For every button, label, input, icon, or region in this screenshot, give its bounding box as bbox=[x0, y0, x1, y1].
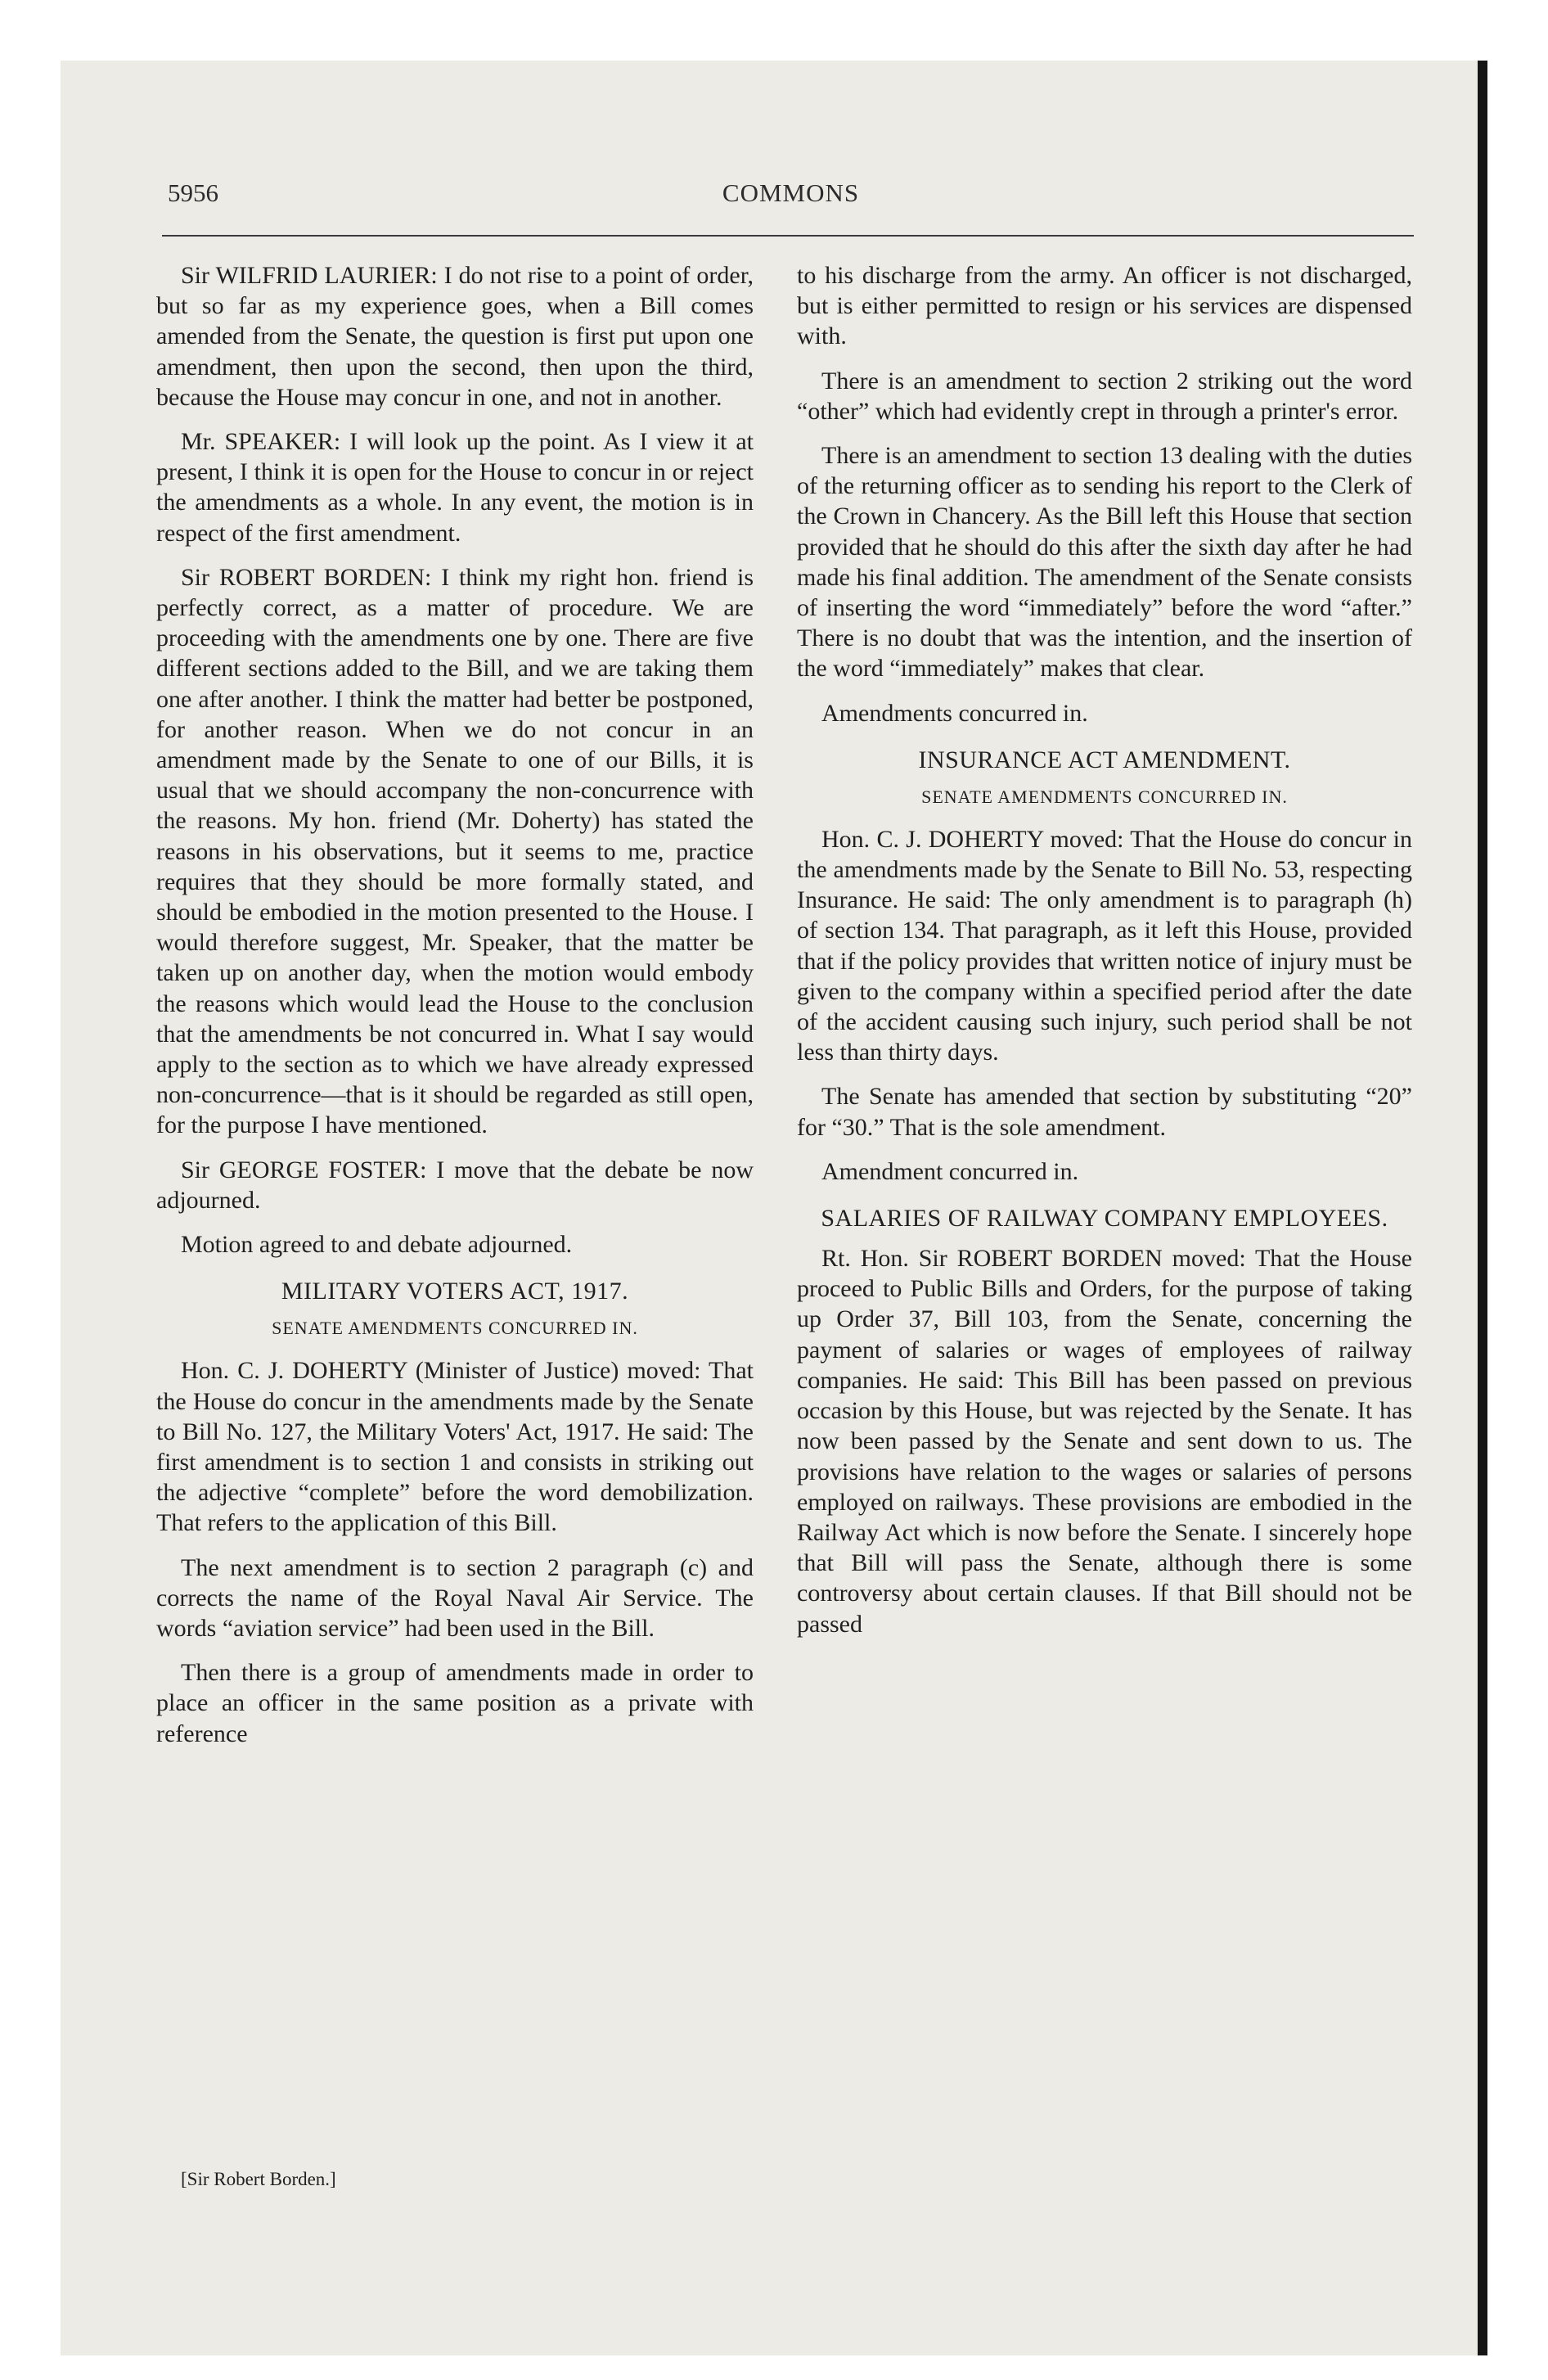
section-subheading: SENATE AMENDMENTS CONCURRED IN. bbox=[921, 786, 1288, 807]
right-column-paragraph: The Senate has amended that section by substituting “20” for “30.” That is the sole amendment. bbox=[797, 1083, 1412, 1141]
left-column-paragraph: Motion agreed to and debate adjourned. bbox=[181, 1231, 573, 1259]
page-number: 5956 bbox=[168, 178, 218, 207]
right-column-paragraph: Rt. Hon. Sir ROBERT BORDEN moved: That the House proceed to Public Bills and Orders, for the purpose of taking up Order 37, Bill 103, from the Senate, concerning the payment of salaries or wages of employees of railway companies. He said: This Bill has been passed on previous occasion by this House, but was rejected by the Senate. It has now been passed by the Senate and sent down to us. The provisions have relation to the wages or salaries of persons employed on railways. These provisions are embodied in the Railway Act which is now before the Senate. I sincerely hope that Bill will pass the Senate, although there is some controversy about certain clauses. If that Bill should not be passed bbox=[797, 1245, 1412, 1638]
section-heading: INSURANCE ACT AMENDMENT. bbox=[918, 746, 1291, 773]
right-column-paragraph: There is an amendment to section 2 striking out the word “other” which had evidently crept in through a printer's error. bbox=[797, 367, 1412, 425]
left-column-paragraph: Then there is a group of amendments made in order to place an officer in the same position as a private with reference bbox=[156, 1659, 754, 1747]
right-column-paragraph: Hon. C. J. DOHERTY moved: That the House do concur in the amendments made by the Senate to Bill No. 53, respecting Insurance. He said: The only amendment is to paragraph (h) of section 134. That paragraph, as it left this House, provided that if the policy provides that written notice of injury must be given to the company within a specified period after the date of the accident causing such injury, such period shall be not less than thirty days. bbox=[797, 825, 1412, 1066]
section-heading: SALARIES OF RAILWAY COMPANY EMPLOYEES. bbox=[821, 1205, 1388, 1233]
left-column-paragraph: Mr. SPEAKER: I will look up the point. As I view it at present, I think it is open for the House to concur in or reject the amendments as a whole. In any event, the motion is in respect of the first amendment. bbox=[156, 428, 754, 547]
right-column-paragraph: Amendments concurred in. bbox=[821, 699, 1088, 727]
left-column-paragraph: Hon. C. J. DOHERTY (Minister of Justice) moved: That the House do concur in the amendments made by the Senate to Bill No. 127, the Military Voters' Act, 1917. He said: The first amendment is to section 1 and consists in striking out the adjective “complete” before the word demobilization. That refers to the application of this Bill. bbox=[156, 1357, 754, 1537]
section-heading: MILITARY VOTERS ACT, 1917. bbox=[281, 1278, 629, 1305]
section-subheading: SENATE AMENDMENTS CONCURRED IN. bbox=[272, 1318, 638, 1339]
right-column bbox=[797, 260, 1412, 1653]
page-header bbox=[168, 178, 1414, 219]
scan-edge bbox=[1478, 61, 1487, 2355]
header-rule bbox=[162, 235, 1414, 237]
left-column-paragraph: The next amendment is to section 2 paragraph (c) and corrects the name of the Royal Naval Air Service. The words “aviation service” had been used in the Bill. bbox=[156, 1553, 754, 1642]
right-column-paragraph: Amendment concurred in. bbox=[821, 1157, 1079, 1185]
left-column-paragraph: Sir ROBERT BORDEN: I think my right hon. friend is perfectly correct, as a matter of procedure. We are proceeding with the amendments one by one. There are five different sections added to the Bill, and we are taking them one after another. I think the matter had better be postponed, for another reason. When we do not concur in an amendment made by the Senate to one of our Bills, it is usual that we should accompany the non-concurrence with the reasons. My hon. friend (Mr. Doherty) has stated the reasons in his observations, but it seems to me, practice requires that they should be more formally stated, and should be embodied in the motion presented to the House. I would therefore suggest, Mr. Speaker, that the matter be taken up on another day, when the motion would embody the reasons which would lead the House to the conclusion that the amendments be not concurred in. What I say would apply to the section as to which we have already expressed non-concurrence—that is it should be regarded as still open, for the purpose I have mentioned. bbox=[156, 563, 754, 1139]
left-column bbox=[156, 260, 754, 1763]
left-column-paragraph: Sir WILFRID LAURIER: I do not rise to a point of order, but so far as my experience goes, when a Bill comes amended from the Senate, the question is first put upon one amendment, then upon the second, then upon the third, because the House may concur in one, and not in another. bbox=[156, 262, 754, 411]
left-column-paragraph: Sir GEORGE FOSTER: I move that the debate be now adjourned. bbox=[156, 1156, 754, 1214]
right-column-paragraph: to his discharge from the army. An officer is not discharged, but is either permitted to resign or his services are dispensed with. bbox=[797, 262, 1412, 350]
running-title: COMMONS bbox=[722, 178, 860, 207]
speaker-footnote: [Sir Robert Borden.] bbox=[181, 2169, 336, 2189]
right-column-paragraph: There is an amendment to section 13 dealing with the duties of the returning officer as to sending his report to the Clerk of the Crown in Chancery. As the Bill left this House that section provided that he should do this after the sixth day after he had made his final addition. The amendment of the Senate consists of inserting the word “immediately” before the word “after.” There is no doubt that was the intention, and the insertion of the word “immediately” makes that clear. bbox=[797, 442, 1412, 683]
